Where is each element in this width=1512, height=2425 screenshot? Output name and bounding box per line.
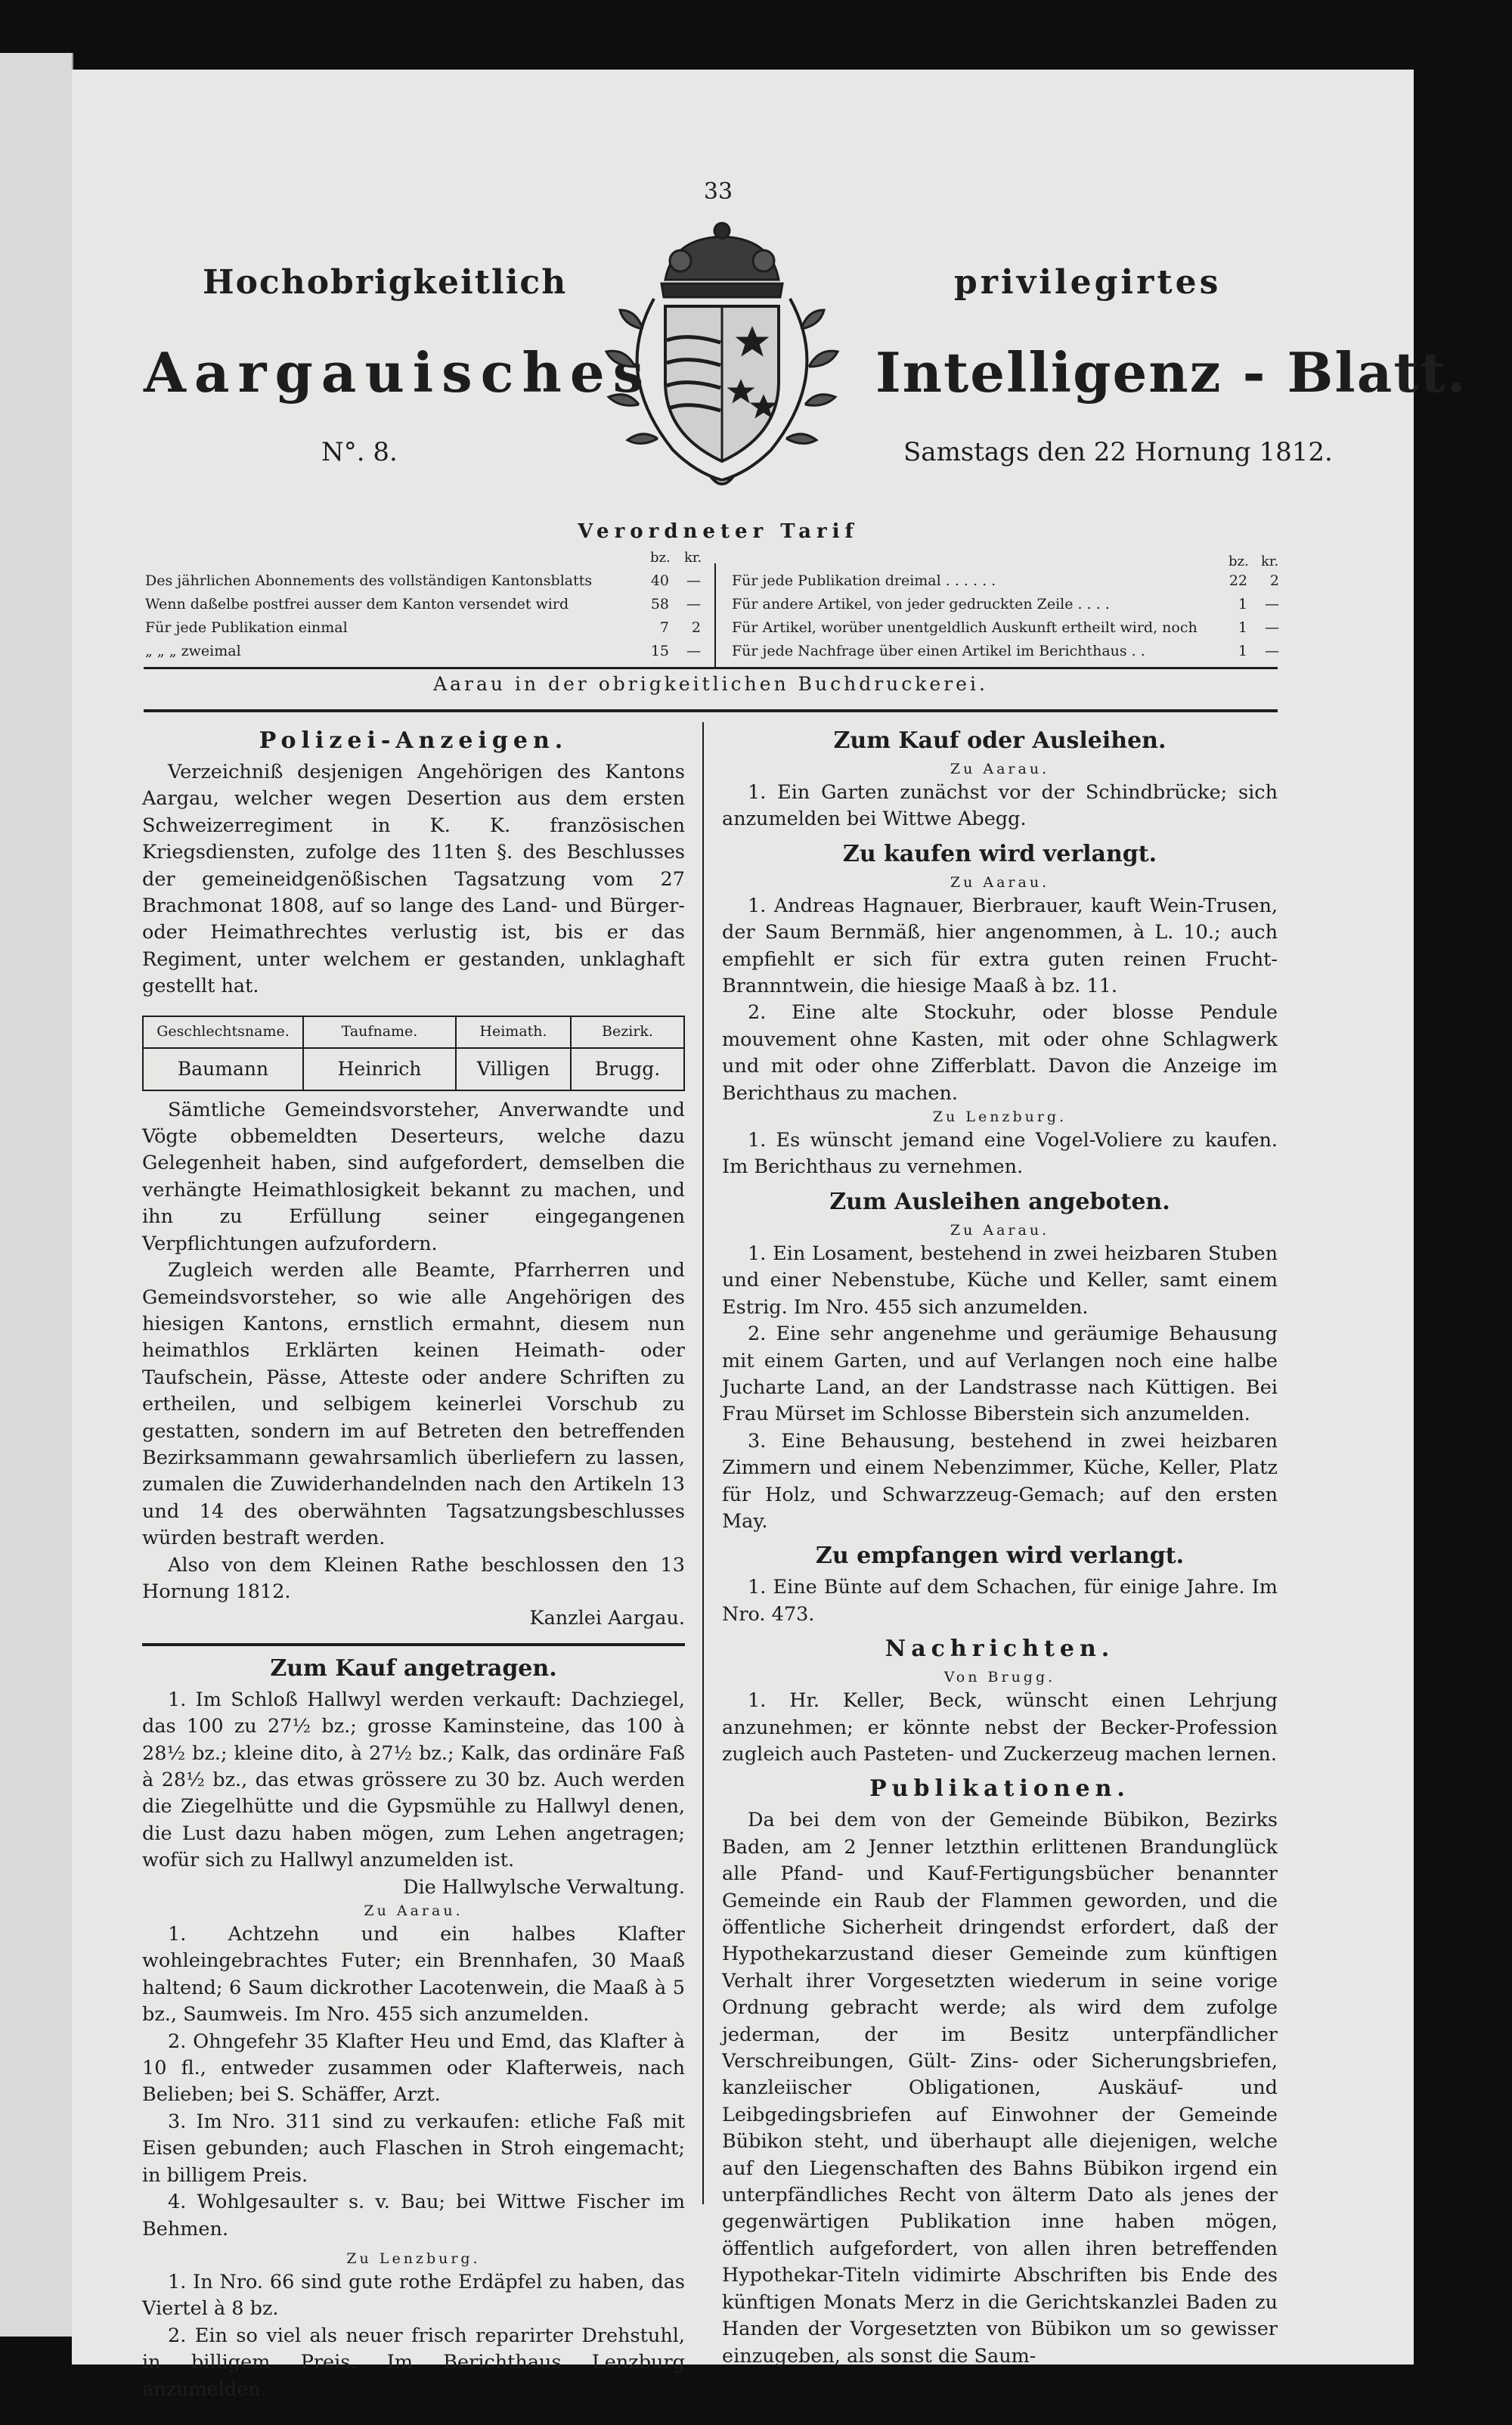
tarif-unit-bz-left: bz. bbox=[650, 550, 671, 566]
tarif-right-kr-4: — bbox=[1265, 643, 1279, 659]
left-column bbox=[142, 724, 685, 2403]
kauf-aarau-1: 1. Achtzehn und ein halbes Klafter wohleingebrachtes Futer; ein Brennhafen, 30 Maaß haltend; 6 Saum dickrother Lacotenwein, die Maaß à 5 bz., Saumweis. Im Nro. 455 sich anzumelden. bbox=[142, 1923, 685, 2027]
kauf-paragraph-1: 1. Im Schloß Hallwyl werden verkauft: Dachziegel, das 100 zu 27½ bz.; grosse Kaminsteine, das 100 à 28½ bz.; kleine dito, à 27½ bz.; Kalk, das ordinäre Faß à 28½ bz., das etwas grössere zu 30 bz. Auch werden die Ziegelhütte und die Gypsmühle zu Hallwyl denen, die Lust dazu haben mögen, zum Lehen angetragen; wofür sich zu Hallwyl anzumelden ist. bbox=[142, 1688, 685, 1872]
tarif-left-label-1: Des jährlichen Abonnements des vollständigen Kantonsblatts bbox=[145, 572, 593, 589]
empfangen-item-1: 1. Eine Bünte auf dem Schachen, für einige Jahre. Im Nro. 473. bbox=[722, 1576, 1278, 1626]
tarif-right-bz-2: 1 bbox=[1238, 596, 1247, 612]
deserteur-table bbox=[142, 1016, 685, 1091]
kauf-lenzburg-2: 2. Ein so viel als neuer frisch reparirter Drehstuhl, in billigem Preis. Im Berichthaus Lenzburg anzumelden. bbox=[142, 2324, 685, 2401]
table-cell-bezirk: Brugg. bbox=[571, 1048, 684, 1090]
nachrichten-place: Von Brugg. bbox=[943, 1669, 1056, 1686]
tarif-left-kr-4: — bbox=[686, 643, 701, 659]
table-cell-geschlechtsname: Baumann bbox=[143, 1048, 303, 1090]
kauf-aarau-3: 3. Im Nro. 311 sind zu verkaufen: etliche Faß mit Eisen gebunden; auch Flaschen in Stroh eingemacht; in billigem Preis. bbox=[142, 2110, 685, 2187]
kauf-signature: Die Hallwylsche Verwaltung. bbox=[403, 1875, 685, 1899]
tarif-left-label-2: Wenn daßelbe postfrei ausser dem Kanton versendet wird bbox=[145, 596, 569, 612]
angeboten-item-3: 3. Eine Behausung, bestehend in zwei heizbaren Zimmern und einem Nebenzimmer, Küche, Keller, Platz für Holz, und Schwarzzeug-Gemach; auf den ersten May. bbox=[722, 1429, 1278, 1533]
tarif-left-label-4: „ „ „ zweimal bbox=[145, 643, 241, 659]
table-header-geschlechtsname: Geschlechtsname. bbox=[143, 1016, 303, 1048]
title-right-line1: privilegirtes bbox=[954, 263, 1222, 302]
tarif-left-bz-4: 15 bbox=[650, 643, 669, 659]
tarif-right-bz-4: 1 bbox=[1238, 643, 1247, 659]
book-page-edge bbox=[0, 53, 73, 2337]
deserteur-table-area bbox=[142, 1000, 685, 1085]
kauf-heading: Zum Kauf angetragen. bbox=[270, 1654, 557, 1682]
polizei-intro: Verzeichniß desjenigen Angehörigen des Kantons Aargau, welcher wegen Desertion aus dem ersten Schweizerregiment in K. K. französischen Kriegsdiensten, zufolge des 11ten §. des Beschlusses der gemeineidgenößischen Tagsatzung vom 27 Brachmonat 1808, auf so lange des Land- und Bürger- oder Heimathrechtes verlustig ist, bis er das Regiment, unter welchem er gestanden, unklaghaft gestellt hat. bbox=[142, 761, 685, 998]
table-header-heimath: Heimath. bbox=[456, 1016, 571, 1048]
angeboten-item-1: 1. Ein Losament, bestehend in zwei heizbaren Stuben und einer Nebenstube, Küche und Keller, samt einem Estrig. Im Nro. 455 sich anzumelden. bbox=[722, 1242, 1278, 1319]
tarif-left-label-3: Für jede Publikation einmal bbox=[145, 619, 348, 636]
kaufen-place-lenzburg: Zu Lenzburg. bbox=[932, 1109, 1067, 1126]
table-header-bezirk: Bezirk. bbox=[571, 1016, 684, 1048]
right-column bbox=[722, 724, 1278, 2370]
tarif-right-label-1: Für jede Publikation dreimal . . . . . . bbox=[732, 572, 996, 589]
kaufen-place: Zu Aarau. bbox=[950, 873, 1050, 891]
table-cell-taufname: Heinrich bbox=[303, 1048, 456, 1090]
tarif-unit-kr-left: kr. bbox=[684, 550, 702, 566]
kauf-aarau-2: 2. Ohngefehr 35 Klafter Heu und Emd, das Klafter à 10 fl., entweder zusammen oder Klafterweis, nach Belieben; bei S. Schäffer, Arzt. bbox=[142, 2030, 685, 2107]
ausleihen-heading: Zum Kauf oder Ausleihen. bbox=[833, 727, 1167, 754]
title-left-line1: Hochobrigkeitlich bbox=[203, 263, 568, 302]
tarif-left-kr-2: — bbox=[686, 596, 701, 612]
table-header-taufname: Taufname. bbox=[303, 1016, 456, 1048]
kaufen-item-1: 1. Andreas Hagnauer, Bierbrauer, kauft Wein-Trusen, der Saum Bernmäß, hier angenommen, à L. 10.; auch empfiehlt er sich für extra guten reinen Frucht-Brannntwein, die hiesige Maaß à bz. 11. bbox=[722, 894, 1278, 998]
title-left-line2: Aargauisches bbox=[144, 340, 652, 405]
left-section-rule bbox=[142, 1643, 685, 1646]
tarif-right-kr-3: — bbox=[1265, 619, 1279, 636]
publikationen-heading: Publikationen. bbox=[869, 1775, 1130, 1803]
tarif-right-kr-1: 2 bbox=[1269, 572, 1279, 589]
polizei-paragraph-2: Zugleich werden alle Beamte, Pfarrherren und Gemeindsvorsteher, so wie alle Angehörigen des hiesigen Kantons, ernstlich ermahnt, diesem nun heimathlos Erklärten keinen Heimath- oder Taufschein, Pässe, Atteste oder andere Schriften zu ertheilen, und selbigem keinerlei Vorschub zu gestatten, sondern im auf Betreten den betreffenden Bezirksammann gewahrsamlich überliefern zu lassen, zumalen die Zuwiderhandelnden nach den Artikeln 13 und 14 des oberwähnten Tagsatzungsbeschlusses würden bestraft werden. bbox=[142, 1259, 685, 1550]
publikationen-paragraph-1: Da bei dem von der Gemeinde Bübikon, Bezirks Baden, am 2 Jenner letzthin erlittenen Brandunglück alle Pfand- und Kauf-Fertigungsbücher benannter Gemeinde ein Raub der Flammen geworden, und die öffentliche Sicherheit dringendst erfordert, daß der Hypothekarzustand dieser Gemeinde zum künftigen Verhalt ihrer Vorgesetzten wiederum in seine vorige Ordnung gebracht werde; als wird dem zufolge jederman, der im Besitz unterpfändlicher Verschreibungen, Gült- Zins- oder Sicherungsbriefen, kanzleiischer Obligationen, Auskäuf- und Leibgedingsbriefen auf Einwohner der Gemeinde Bübikon steht, und überhaupt alle diejenigen, welche auf den Liegenschaften des Bahns Bübikon irgend ein unterpfändliches Recht von älterm Dato als jenes der gegenwärtigen Publikation inne haben mögen, öffentlich aufgefordert, von allen ihren betreffenden Hypothekar-Titeln vidimirte Abschriften bis Ende des künftigen Monats Merz in die Gerichtskanzlei Baden zu Handen der Vorgesetzten von Bübikon um so gewisser einzugeben, als sonst die Saum- bbox=[722, 1809, 1278, 2368]
title-right-line2: Intelligenz - Blatt. bbox=[875, 340, 1467, 405]
coat-of-arms-emblem bbox=[582, 208, 862, 495]
tarif-right-bz-3: 1 bbox=[1238, 619, 1247, 636]
angeboten-item-2: 2. Eine sehr angenehme und geräumige Behausung mit einem Garten, und auf Verlangen noch eine halbe Jucharte Land, an der Landstrasse nach Küttigen. Bei Frau Mürset im Schlosse Biberstein sich anzumelden. bbox=[722, 1323, 1278, 1426]
polizei-signature: Kanzlei Aargau. bbox=[529, 1607, 685, 1630]
tarif-right-label-2: Für andere Artikel, von jeder gedruckten Zeile . . . . bbox=[732, 596, 1110, 612]
tarif-left-bz-3: 7 bbox=[659, 619, 669, 636]
nachrichten-heading: Nachrichten. bbox=[885, 1636, 1115, 1663]
polizei-heading: Polizei-Anzeigen. bbox=[259, 727, 569, 754]
tarif-top-rule bbox=[144, 667, 1278, 669]
tarif-column-divider bbox=[714, 563, 716, 668]
tarif-bottom-rule bbox=[144, 709, 1278, 712]
ausleihen-item-1: 1. Ein Garten zunächst vor der Schindbrücke; sich anzumelden bei Wittwe Abegg. bbox=[722, 781, 1278, 831]
kaufen-item-2: 2. Eine alte Stockuhr, oder blosse Pendule mouvement ohne Kasten, mit oder ohne Schlagwerk und mit oder ohne Zifferblatt. Davon die Anzeige im Berichthaus zu machen. bbox=[722, 1001, 1278, 1105]
tarif-left-kr-1: — bbox=[686, 572, 701, 589]
issue-number: N°. 8. bbox=[321, 437, 398, 467]
angeboten-place: Zu Aarau. bbox=[950, 1221, 1050, 1239]
polizei-paragraph-3: Also von dem Kleinen Rathe beschlossen den 13 Hornung 1812. bbox=[142, 1553, 685, 1603]
tarif-left-bz-2: 58 bbox=[650, 596, 669, 612]
kauf-place-lenzburg: Zu Lenzburg. bbox=[346, 2250, 481, 2267]
kaufen-heading: Zu kaufen wird verlangt. bbox=[842, 840, 1157, 867]
column-divider bbox=[702, 722, 704, 2204]
page-number: 33 bbox=[703, 178, 733, 205]
tarif-unit-kr-right: kr. bbox=[1261, 554, 1279, 569]
polizei-paragraph-1: Sämtliche Gemeindsvorsteher, Anverwandte und Vögte obbemeldten Deserteurs, welche dazu Gelegenheit haben, sind aufgefordert, demselben die verhängte Heimathlosigkeit bekannt zu machen, und ihn zu Erfüllung seiner eingegangenen Verpflichtungen aufzufordern. bbox=[142, 1098, 685, 1255]
table-cell-heimath: Villigen bbox=[456, 1048, 571, 1090]
empfangen-heading: Zu empfangen wird verlangt. bbox=[815, 1543, 1185, 1570]
tarif-right-label-4: Für jede Nachfrage über einen Artikel im Berichthaus . . bbox=[732, 643, 1145, 659]
kauf-lenzburg-1: 1. In Nro. 66 sind gute rothe Erdäpfel zu haben, das Viertel à 8 bz. bbox=[142, 2270, 685, 2321]
ausleihen-place: Zu Aarau. bbox=[950, 761, 1050, 777]
tarif-right-label-3: Für Artikel, worüber unentgeldlich Auskunft ertheilt wird, noch bbox=[732, 619, 1198, 636]
angeboten-heading: Zum Ausleihen angeboten. bbox=[829, 1188, 1170, 1215]
tarif-left-kr-3: 2 bbox=[691, 619, 701, 636]
issue-date: Samstags den 22 Hornung 1812. bbox=[903, 437, 1333, 467]
kauf-aarau-4: 4. Wohlgesaulter s. v. Bau; bei Wittwe Fischer im Behmen. bbox=[142, 2191, 685, 2240]
printer-line: Aarau in der obrigkeitlichen Buchdruckerei. bbox=[433, 673, 988, 695]
kaufen-item-3: 1. Es wünscht jemand eine Vogel-Voliere zu kaufen. Im Berichthaus zu vernehmen. bbox=[722, 1129, 1278, 1179]
nachrichten-item-1: 1. Hr. Keller, Beck, wünscht einen Lehrjung anzunehmen; er könnte nebst der Becker-Profession zugleich auch Pasteten- und Zuckerzeug machen lernen. bbox=[722, 1689, 1278, 1766]
tarif-right-bz-1: 22 bbox=[1228, 572, 1247, 589]
tarif-right-kr-2: — bbox=[1265, 596, 1279, 612]
kauf-place-aarau: Zu Aarau. bbox=[364, 1902, 463, 1920]
tarif-left-bz-1: 40 bbox=[650, 572, 669, 589]
tarif-heading: Verordneter Tarif bbox=[578, 520, 859, 543]
tarif-unit-bz-right: bz. bbox=[1228, 554, 1249, 569]
